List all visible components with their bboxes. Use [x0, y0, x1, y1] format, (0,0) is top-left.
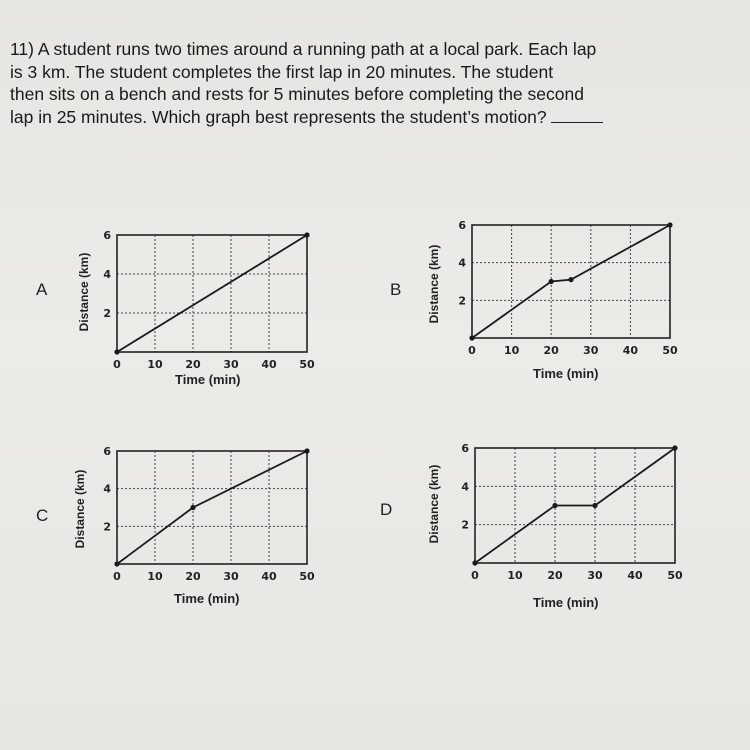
graph-b[interactable]: [444, 219, 678, 369]
x-tick-label: 20: [543, 344, 559, 357]
x-axis-label: Time (min): [174, 591, 240, 606]
y-tick-label: 6: [103, 445, 111, 458]
y-tick-label: 2: [458, 294, 466, 308]
data-line: [117, 235, 307, 352]
question-line: then sits on a bench and rests for 5 minutes before completing the second: [10, 84, 584, 104]
data-point: [592, 503, 597, 508]
x-axis-label: Time (min): [175, 372, 241, 387]
x-tick-label: 10: [503, 344, 520, 357]
data-point: [304, 448, 309, 453]
y-tick-label: 6: [458, 219, 466, 232]
data-point: [672, 445, 677, 450]
option-letter-b: B: [390, 280, 402, 299]
x-tick-label: 10: [507, 569, 523, 582]
x-tick-label: 20: [185, 358, 201, 371]
x-tick-label: 30: [583, 344, 599, 357]
plot-frame: [117, 451, 307, 564]
x-tick-label: 20: [547, 569, 563, 582]
y-tick-label: 4: [103, 268, 111, 281]
question-line: 11) A student runs two times around a running path at a local park. Each lap: [10, 39, 597, 59]
graph-c[interactable]: [89, 445, 315, 595]
data-point: [667, 222, 672, 227]
y-tick-label: 4: [458, 256, 466, 270]
question-text: [10, 38, 730, 128]
y-axis-label: Distance (km): [427, 464, 441, 544]
data-point: [568, 277, 573, 282]
graph-svg: [89, 229, 315, 378]
x-tick-label: 50: [299, 570, 315, 583]
question-line-text: lap in 25 minutes. Which graph best represents the student’s motion?: [10, 106, 547, 127]
data-line: [117, 451, 307, 564]
y-tick-label: 6: [461, 442, 469, 455]
graph-svg: [89, 445, 315, 590]
y-tick-label: 4: [103, 482, 111, 496]
graph-svg: [444, 219, 678, 364]
y-tick-label: 6: [103, 229, 111, 242]
x-tick-label: 40: [261, 358, 277, 371]
option-letter-d: D: [380, 500, 393, 519]
x-tick-label: 30: [587, 569, 603, 582]
y-tick-label: 2: [103, 520, 111, 534]
x-tick-label: 30: [223, 570, 239, 583]
data-point: [472, 560, 477, 565]
data-point: [304, 232, 309, 237]
data-point: [549, 279, 554, 284]
question-line: [10, 106, 730, 129]
y-tick-label: 4: [461, 480, 469, 494]
x-tick-label: 20: [185, 570, 201, 583]
x-tick-label: 40: [622, 344, 639, 357]
x-tick-label: 40: [261, 570, 277, 583]
x-tick-label: 10: [147, 358, 163, 371]
y-axis-label: Distance (km): [427, 244, 441, 324]
data-line: [475, 448, 675, 563]
option-letter-c: C: [36, 506, 49, 525]
question-line: is 3 km. The student completes the first lap in 20 minutes. The student: [10, 61, 554, 82]
x-tick-label: 50: [299, 358, 315, 371]
data-point: [114, 561, 119, 566]
x-tick-label: 40: [627, 569, 643, 582]
graph-svg: [447, 442, 683, 589]
x-axis-label: Time (min): [533, 366, 599, 381]
x-tick-label: 0: [471, 569, 479, 582]
graph-a[interactable]: [89, 229, 315, 383]
y-axis-label: Distance (km): [73, 469, 87, 549]
x-tick-label: 50: [662, 344, 678, 357]
x-tick-label: 0: [113, 570, 121, 583]
answer-blank[interactable]: [551, 108, 603, 123]
x-tick-label: 30: [223, 358, 239, 371]
graph-d[interactable]: [447, 442, 683, 594]
x-tick-label: 50: [667, 569, 683, 582]
data-point: [469, 335, 474, 340]
y-axis-label: Distance (km): [77, 252, 91, 332]
x-axis-label: Time (min): [533, 595, 599, 610]
data-point: [190, 505, 195, 510]
x-tick-label: 0: [113, 358, 121, 371]
x-tick-label: 10: [147, 570, 163, 583]
option-letter-a: A: [36, 280, 48, 299]
data-point: [114, 349, 119, 354]
y-tick-label: 2: [103, 307, 111, 320]
data-point: [552, 503, 557, 508]
x-tick-label: 0: [468, 344, 476, 357]
y-tick-label: 2: [461, 518, 469, 532]
